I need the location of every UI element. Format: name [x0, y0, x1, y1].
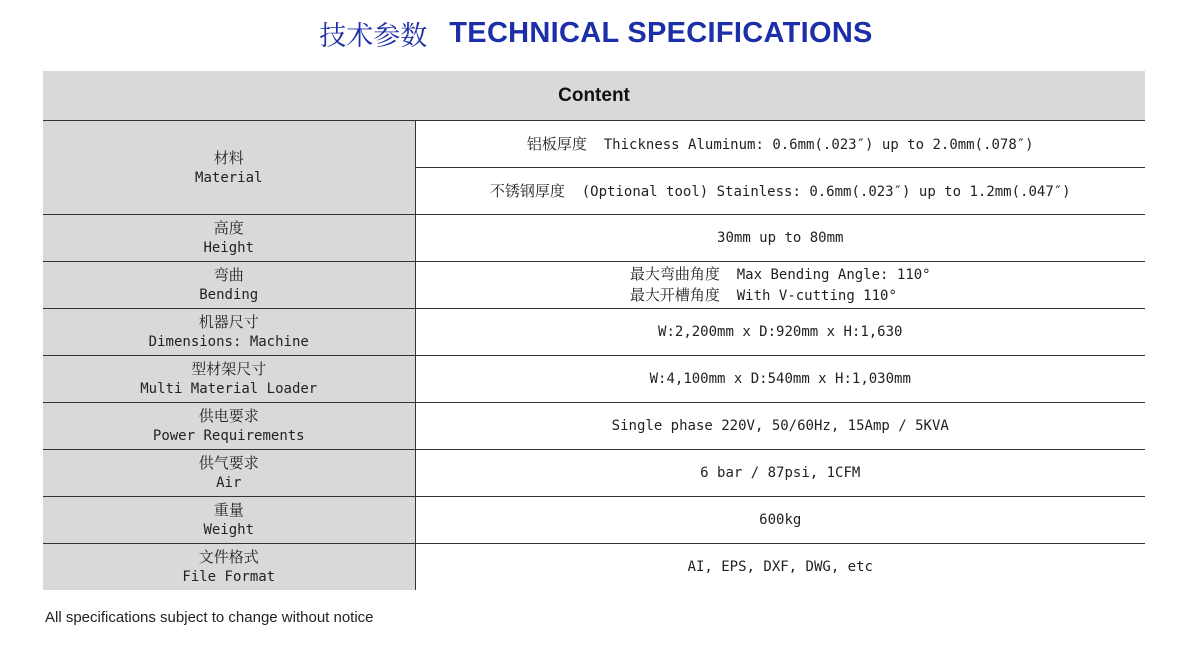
label-cn: 供电要求 [198, 407, 259, 425]
value-cn: 最大开槽角度 [629, 286, 720, 304]
row-value-material-aluminum [415, 121, 1145, 168]
row-label-dimensions [43, 309, 415, 356]
value-cn: 最大弯曲角度 [629, 265, 720, 283]
page-title [0, 14, 1192, 58]
label-en: Weight [203, 522, 255, 538]
row-label-weight [43, 497, 415, 544]
label-en: Air [216, 475, 242, 491]
label-cn: 材料 [213, 148, 244, 167]
row-value-bending [415, 262, 1145, 309]
row-value-file-format: AI, EPS, DXF, DWG, etc [687, 559, 873, 575]
table-row [43, 403, 1145, 450]
row-value-weight: 600kg [415, 497, 1145, 544]
row-label-loader [43, 356, 415, 403]
row-value-loader: W:4,100mm x D:540mm x H:1,030mm [415, 356, 1145, 403]
specifications-table [43, 71, 1145, 590]
value-en: Thickness Aluminum: 0.6mm(.023″) up to 2.0mm(.078″) [603, 136, 1034, 153]
title-english: TECHNICAL SPECIFICATIONS [449, 17, 873, 49]
label-en: Multi Material Loader [140, 381, 318, 397]
value-en: Max Bending Angle: 110° [736, 267, 931, 283]
bending-line-vcut [416, 285, 1146, 306]
row-value-height: 30mm up to 80mm [415, 215, 1145, 262]
table-row [43, 262, 1145, 309]
value-cn: 不锈钢厚度 [489, 181, 565, 200]
label-en: Material [195, 169, 263, 186]
value-en: With V-cutting 110° [736, 288, 897, 304]
table-row [43, 356, 1145, 403]
row-label-height [43, 215, 415, 262]
table-row [43, 497, 1145, 544]
row-label-file-format [43, 544, 415, 591]
table-row [43, 309, 1145, 356]
label-cn: 重量 [213, 501, 244, 519]
label-en: Power Requirements [152, 428, 305, 444]
bending-line-max [416, 264, 1146, 285]
label-cn: 型材架尺寸 [191, 360, 267, 378]
row-label-material [43, 121, 415, 215]
label-en: File Format [182, 569, 276, 585]
label-en: Height [203, 240, 255, 256]
content-header: Content [43, 71, 1145, 121]
label-cn: 高度 [213, 219, 244, 237]
value-cn: 铝板厚度 [526, 134, 587, 153]
label-cn: 机器尺寸 [198, 313, 259, 331]
table-row [43, 544, 1145, 591]
label-en: Bending [199, 287, 259, 303]
label-cn: 供气要求 [198, 454, 259, 472]
row-label-bending [43, 262, 415, 309]
label-cn: 弯曲 [213, 266, 244, 284]
label-cn: 文件格式 [198, 548, 259, 566]
table-row [43, 450, 1145, 497]
table-row [43, 121, 1145, 168]
row-value-material-stainless [415, 168, 1145, 215]
row-value-power: Single phase 220V, 50/60Hz, 15Amp / 5KVA [415, 403, 1145, 450]
row-label-air [43, 450, 415, 497]
row-value-dimensions: W:2,200mm x D:920mm x H:1,630 [415, 309, 1145, 356]
table-row [43, 215, 1145, 262]
title-chinese: 技术参数 [319, 21, 428, 52]
label-en: Dimensions: Machine [148, 334, 309, 350]
value-en: (Optional tool) Stainless: 0.6mm(.023″) up to 1.2mm(.047″) [581, 183, 1071, 200]
row-label-power [43, 403, 415, 450]
row-value-air: 6 bar / 87psi, 1CFM [415, 450, 1145, 497]
footnote: All specifications subject to change without notice [45, 609, 374, 626]
